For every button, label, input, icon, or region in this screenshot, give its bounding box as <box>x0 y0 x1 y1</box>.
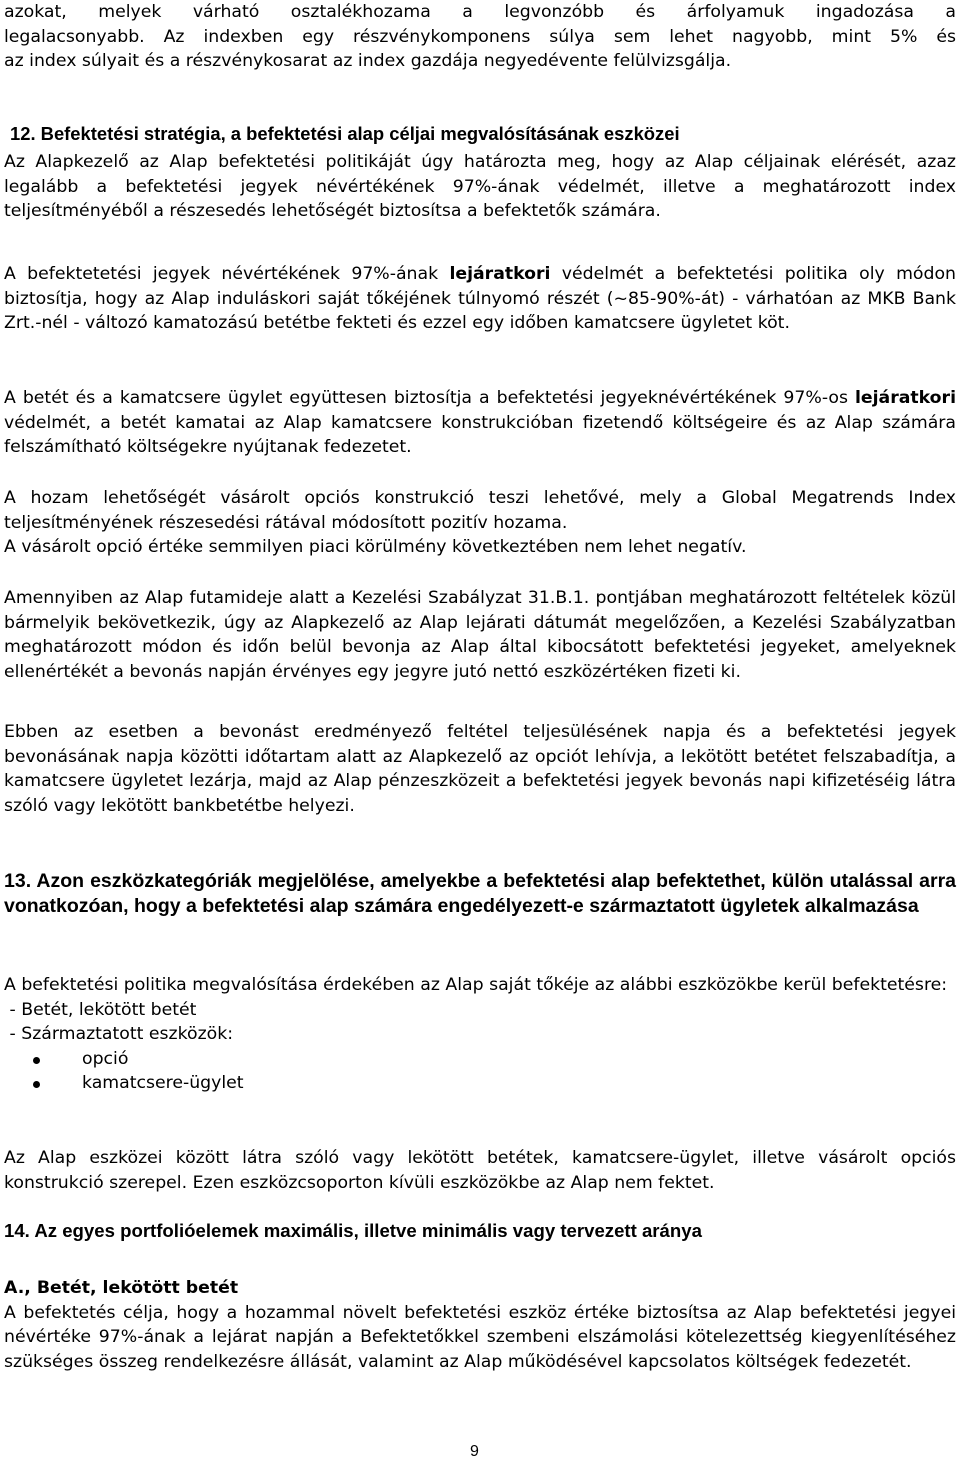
s12-p2-post: védelmét a befektetési politika oly módon biztosítja, hogy az Alap induláskori saját tőkéjének túlnyomó részét (~85-90%-át) - várhatóan az MKB Bank Zrt.-nél - változó kamatozású betétbe fekteti és ezzel egy időben kamatcsere ügyletet köt. <box>4 264 956 333</box>
section-14-heading: 14. Az egyes portfolióelemek maximális, illetve minimális vagy tervezett aránya <box>4 1220 702 1241</box>
bullet-dot-icon <box>33 1057 40 1064</box>
section-13-heading: 13. Azon eszközkategóriák megjelölése, amelyekbe a befektetési alap befektethet, külön utalással arra vonatkozóan, hogy a befektetési alap számára engedélyezett-e származtatott ügyletek alkalmazása <box>4 870 956 917</box>
s13-bullet-list <box>4 1047 956 1096</box>
s12-paragraph-3 <box>4 386 956 460</box>
s14-subheading: A., Betét, lekötött betét <box>4 1278 239 1298</box>
intro-paragraph <box>4 0 956 74</box>
section-14-heading-block <box>4 1219 956 1244</box>
s12-p5-text: A vásárolt opció értéke semmilyen piaci körülmény következtében nem lehet negatív. <box>4 537 747 557</box>
s12-p2-bold: lejáratkori <box>449 264 551 284</box>
s13-dash-item-2: - Származtatott eszközök: <box>4 1024 234 1044</box>
section-13-heading-block <box>4 869 956 918</box>
s13-bullet-item <box>4 1047 956 1072</box>
s12-p3-pre: A betét és a kamatcsere ügylet együttesen biztosítja a befektetési jegyeknévértékének 97%-os <box>4 388 855 408</box>
bullet-dot-icon <box>33 1081 40 1088</box>
s12-paragraph-1 <box>4 150 956 224</box>
intro-line-3: az index súlyait és a részvénykosarat az index gazdája negyedévente felülvizsgálja. <box>4 51 732 71</box>
s13-bullet-text: kamatcsere-ügylet <box>82 1073 244 1093</box>
s13-paragraph-1 <box>4 973 956 1096</box>
s14-content <box>4 1276 956 1374</box>
s13-dash-item-1: - Betét, lekötött betét <box>4 999 197 1020</box>
s12-paragraph-2 <box>4 262 956 336</box>
s12-paragraph-6 <box>4 586 956 684</box>
s12-p7-text: Ebben az esetben a bevonást eredményező feltétel teljesülésének napja és a befektetési jegyek bevonásának napja közötti időtartam alatt az Alapkezelő az opciót lehívja, a lekötött betétet felszabadítja, a kamatcsere ügyletet lezárja, majd az Alap pénzeszközeit a befektetési jegyek bevonás napi kifizetéséig látra szóló vagy lekötött bankbetétbe helyezi. <box>4 722 956 816</box>
s12-paragraph-4 <box>4 486 956 560</box>
s13-p1-text: A befektetési politika megvalósítása érdekében az Alap saját tőkéje az alábbi eszközökbe kerül befektetésre: <box>4 975 948 995</box>
s12-p3-bold: lejáratkori <box>854 388 956 408</box>
s12-paragraph-7 <box>4 720 956 818</box>
s14-p1-text: A befektetés célja, hogy a hozammal növelt befektetési eszköz értéke biztosítsa az Alap befektetési jegyei névértéke 97%-ának a lejárat napján a Befektetőkkel szembeni elszámolási kötelezettség kiegyenlítéséhez szükséges összeg rendelkezésre állását, valamint az Alap működésével kapcsolatos költségek fedezetét. <box>4 1302 956 1372</box>
s12-p6-text: Amennyiben az Alap futamideje alatt a Kezelési Szabályzat 31.B.1. pontjában meghatározott feltételek közül bármelyik bekövetkezik, úgy az Alapkezelő az Alap lejárati dátumát megelőzően, a Kezelési Szabályzatban meghatározott módon és időn belül bevonja az Alap által kibocsátott befektetési jegyeket, amelyeknek ellenértékét a bevonás napján érvényes egy jegyre jutó nettó eszközértéken fizeti ki. <box>4 588 956 682</box>
s12-p1-text: Az Alapkezelő az Alap befektetési politikáját úgy határozta meg, hogy az Alap céljainak elérését, azaz legalább a befektetési jegyek névértékének 97%-ának védelmét, illetve a meghatározott index teljesítményéből a részesedés lehetőségét biztosítsa a befektetők számára. <box>4 152 956 221</box>
s13-bullet-item <box>4 1071 956 1096</box>
page-number: 9 <box>470 1443 479 1460</box>
s12-p4-text: A hozam lehetőségét vásárolt opciós konstrukció teszi lehetővé, mely a Global Megatrends Index teljesítményének részesedési rátával módosított pozitív hozama. <box>4 488 956 533</box>
s12-p3-text <box>4 386 956 460</box>
s12-p2-text <box>4 262 956 336</box>
s13-bullet-text: opció <box>82 1048 129 1069</box>
s13-paragraph-2 <box>4 1146 956 1195</box>
section-12-heading: 12. Befektetési stratégia, a befektetési alap céljai megvalósításának eszközei <box>10 123 680 144</box>
s12-p3-post: védelmét, a betét kamatai az Alap kamatcsere konstrukcióban fizetendő költségeire és az Alap számára felszámítható költségekre nyújtanak fedezetet. <box>4 412 956 457</box>
s13-p2-text: Az Alap eszközei között látra szóló vagy lekötött betétek, kamatcsere-ügylet, illetve vásárolt opciós konstrukció szerepel. Ezen eszközcsoporton kívüli eszközökbe az Alap nem fektet. <box>4 1148 956 1193</box>
intro-line-2: legalacsonyabb. Az indexben egy részvénykomponens súlya sem lehet nagyobb, mint 5% és <box>4 26 956 47</box>
intro-line-1: azokat, melyek várható osztalékhozama a legvonzóbb és árfolyamuk ingadozása a <box>4 2 956 22</box>
s12-p2-pre: A befektetetési jegyek névértékének 97%-ának <box>4 264 450 284</box>
